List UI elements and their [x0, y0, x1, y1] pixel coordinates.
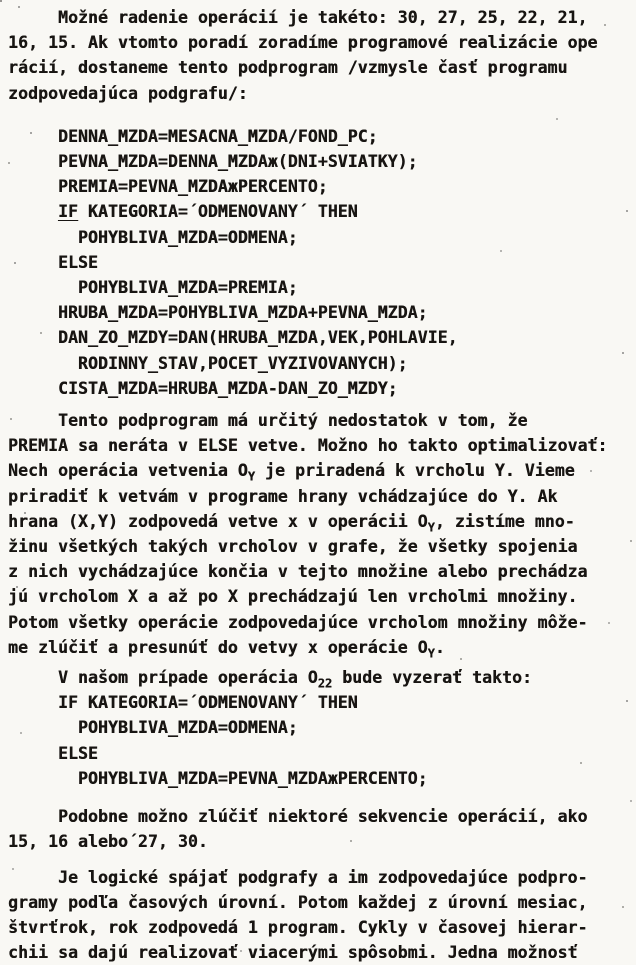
- code-line: IF KATEGORIA=´ODMENOVANY´ THEN: [8, 690, 636, 715]
- text-line: jú vrcholom X a až po X prechádzajú len vrcholmi množiny.: [8, 584, 636, 609]
- para-time-levels: [8, 865, 636, 965]
- text-line: z nich vychádzajúce končia v tejto množine alebo prechádza: [8, 559, 636, 584]
- text-line: 16, 15. Ak vtomto poradí zoradíme programové realizácie ope: [8, 30, 636, 55]
- text-line: štvrťrok, rok zodpovedá 1 program. Cykly v časovej hierar-: [8, 915, 636, 940]
- text-line: gramy podľa časových úrovní. Potom každej z úrovní mesiac,: [8, 890, 636, 915]
- code-line: POHYBLIVA_MZDA=PREMIA;: [8, 275, 636, 300]
- code-wage-subprogram: [8, 124, 636, 401]
- text-line: Podobne možno zlúčiť niektoré sekvencie operácií, ako: [8, 804, 636, 829]
- scan-noise-specks: [0, 0, 2, 2]
- text-line: 15, 16 alebo´27, 30.: [8, 829, 636, 854]
- para-operation-ordering: [8, 5, 636, 106]
- para-operation-22-intro: [8, 665, 636, 690]
- text-line: Je logické spájať podgrafy a im zodpovedajúce podpro-: [8, 865, 636, 890]
- text-line: chii sa dajú realizovať viacerými spôsobmi. Jedna možnosť: [8, 940, 636, 965]
- code-operation-22: [8, 690, 636, 791]
- text-line: me zlúčiť a presunúť do vetvy x operácie $O_Y$.: [8, 635, 636, 660]
- text-line: Tento podprogram má určitý nedostatok v tom, že: [8, 408, 636, 433]
- text-line: zodpovedajúca podgrafu/:: [8, 81, 636, 106]
- page-content: [8, 5, 636, 965]
- code-line: RODINNY_STAV,POCET_VYZIVOVANYCH);: [8, 351, 636, 376]
- para-optimization: [8, 408, 636, 660]
- code-line: ELSE: [8, 250, 636, 275]
- text-line: V našom prípade operácia $O_{22}$ bude vyzerať takto:: [8, 665, 636, 690]
- text-line: PREMIA sa neráta v ELSE vetve. Možno ho takto optimalizovať:: [8, 433, 636, 458]
- para-merge-sequences: [8, 804, 636, 854]
- code-line: POHYBLIVA_MZDA=PEVNA_MZDAжPERCENTO;: [8, 766, 636, 791]
- text-line: Nech operácia vetvenia $O_Y$ je priradená k vrcholu Y. Vieme: [8, 458, 636, 483]
- code-line: PEVNA_MZDA=DENNA_MZDAж(DNI+SVIATKY);: [8, 149, 636, 174]
- code-line: DAN_ZO_MZDY=DAN(HRUBA_MZDA,VEK,POHLAVIE,: [8, 325, 636, 350]
- text-line: žinu všetkých takých vrcholov v grafe, že všetky spojenia: [8, 534, 636, 559]
- code-line: IF KATEGORIA=´ODMENOVANY´ THEN: [8, 199, 636, 224]
- text-line: priradiť k vetvám v programe hrany vchádzajúce do Y. Ak: [8, 484, 636, 509]
- code-line: DENNA_MZDA=MESACNA_MZDA/FOND_PC;: [8, 124, 636, 149]
- code-line: PREMIA=PEVNA_MZDAжPERCENTO;: [8, 174, 636, 199]
- code-line: HRUBA_MZDA=POHYBLIVA_MZDA+PEVNA_MZDA;: [8, 300, 636, 325]
- text-line: hrana (X,Y) zodpovedá vetve x v operácii $O_Y$, zistíme mno-: [8, 509, 636, 534]
- code-line: POHYBLIVA_MZDA=ODMENA;: [8, 225, 636, 250]
- text-line: Potom všetky operácie zodpovedajúce vrcholom množiny môže-: [8, 610, 636, 635]
- text-line: Možné radenie operácií je takéto: 30, 27, 25, 22, 21,: [8, 5, 636, 30]
- code-line: CISTA_MZDA=HRUBA_MZDA-DAN_ZO_MZDY;: [8, 376, 636, 401]
- code-line: POHYBLIVA_MZDA=ODMENA;: [8, 715, 636, 740]
- code-line: ELSE: [8, 741, 636, 766]
- text-line: rácií, dostaneme tento podprogram /vzmysle časť programu: [8, 55, 636, 80]
